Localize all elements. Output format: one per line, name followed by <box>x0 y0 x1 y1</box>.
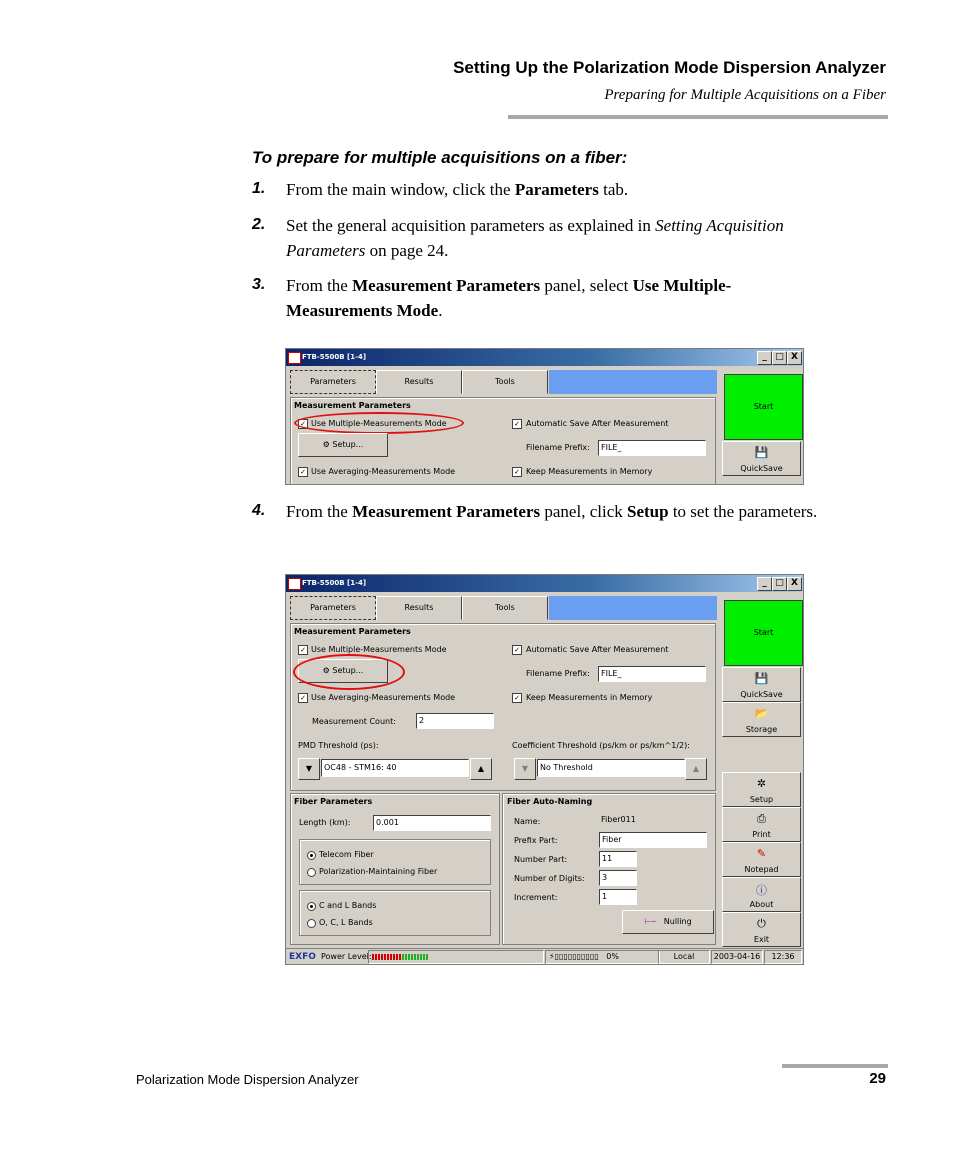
pmd-increase-button[interactable]: ▲ <box>470 758 492 780</box>
title-bar: FTB-5500B [1-4] _ □ X <box>286 575 803 592</box>
radio-pm-label: Polarization-Maintaining Fiber <box>319 867 438 876</box>
power-bar-green <box>402 954 428 960</box>
digits-label: Number of Digits: <box>514 874 585 883</box>
radio-cl-label: C and L Bands <box>319 901 377 910</box>
digits-input[interactable]: 3 <box>599 870 637 886</box>
radio-telecom[interactable] <box>307 851 316 860</box>
step-number: 1. <box>252 180 266 197</box>
auto-save-checkbox[interactable]: ✓ <box>512 645 522 655</box>
filename-prefix-input[interactable]: FILE_ <box>598 440 706 456</box>
step-text: From the Measurement Parameters panel, click Setup to set the parameters. <box>286 502 818 521</box>
radio-pm[interactable] <box>307 868 316 877</box>
exfo-logo: EXFO <box>289 952 316 962</box>
increment-label: Increment: <box>514 893 558 902</box>
coef-threshold-label: Coefficient Threshold (ps/km or ps/km^1/2): <box>512 741 690 750</box>
radio-cl[interactable] <box>307 902 316 911</box>
print-button[interactable]: ⎙ Print <box>722 807 801 842</box>
footer-text: Polarization Mode Dispersion Analyzer <box>136 1072 359 1087</box>
name-value: Fiber011 <box>601 815 636 824</box>
setup-side-button[interactable]: ✲ Setup <box>722 772 801 807</box>
step-number: 2. <box>252 216 266 233</box>
auto-save-label: Automatic Save After Measurement <box>526 645 669 654</box>
measurement-count-input[interactable]: 2 <box>416 713 494 729</box>
use-multiple-checkbox[interactable]: ✓ <box>298 645 308 655</box>
radio-ocl[interactable] <box>307 919 316 928</box>
filename-prefix-label: Filename Prefix: <box>526 443 590 452</box>
maximize-button[interactable]: □ <box>772 351 787 365</box>
screenshot-cropped <box>285 348 804 485</box>
floppy-icon: 💾 <box>754 672 769 685</box>
tab-results[interactable]: Results <box>376 370 462 394</box>
notepad-icon: ✎ <box>756 847 767 860</box>
use-multiple-label: Use Multiple-Measurements Mode <box>311 419 447 428</box>
filename-prefix-input[interactable]: FILE_ <box>598 666 706 682</box>
keep-memory-checkbox[interactable]: ✓ <box>512 467 522 477</box>
storage-button[interactable]: 📂 Storage <box>722 702 801 737</box>
minimize-button[interactable]: _ <box>757 577 772 591</box>
page-number: 29 <box>869 1070 886 1087</box>
panel-label: Fiber Parameters <box>294 797 373 806</box>
setup-icon: ⚙ <box>322 666 330 675</box>
use-averaging-checkbox[interactable]: ✓ <box>298 467 308 477</box>
start-button[interactable]: Start <box>724 600 803 666</box>
tab-tools[interactable]: Tools <box>462 596 548 620</box>
prefix-part-label: Prefix Part: <box>514 836 558 845</box>
coef-increase-button[interactable]: ▲ <box>685 758 707 780</box>
fiber-type-group <box>299 839 491 885</box>
title-bar: FTB-5500B [1-4] _ □ X <box>286 349 803 366</box>
date-indicator: 2003-04-16 <box>711 950 763 964</box>
step-text: From the Measurement Parameters panel, select Use Multiple-Measurements Mode. <box>286 276 732 320</box>
keep-memory-label: Keep Measurements in Memory <box>526 693 653 702</box>
length-input[interactable]: 0.001 <box>373 815 491 831</box>
tab-parameters[interactable]: Parameters <box>290 370 376 394</box>
mode-indicator: Local <box>658 950 710 964</box>
auto-save-checkbox[interactable]: ✓ <box>512 419 522 429</box>
prefix-part-input[interactable]: Fiber <box>599 832 707 848</box>
floppy-icon: 💾 <box>754 446 769 459</box>
tools-icon: ✲ <box>756 777 767 790</box>
auto-save-label: Automatic Save After Measurement <box>526 419 669 428</box>
nulling-icon: ⊢─ <box>644 917 657 926</box>
use-multiple-checkbox[interactable]: ✓ <box>298 419 308 429</box>
footer-rule <box>782 1064 888 1068</box>
radio-telecom-label: Telecom Fiber <box>319 850 374 859</box>
procedure-title: To prepare for multiple acquisitions on a fiber: <box>252 148 628 167</box>
close-button[interactable]: X <box>787 351 802 365</box>
folder-icon: 📂 <box>754 707 769 720</box>
tab-tools[interactable]: Tools <box>462 370 548 394</box>
keep-memory-checkbox[interactable]: ✓ <box>512 693 522 703</box>
coef-threshold-field[interactable]: No Threshold <box>537 759 685 777</box>
highlight-circle <box>294 412 464 434</box>
notepad-button[interactable]: ✎ Notepad <box>722 842 801 877</box>
status-bar <box>286 948 803 964</box>
setup-icon: ⚙ <box>322 440 330 449</box>
increment-input[interactable]: 1 <box>599 889 637 905</box>
quicksave-button[interactable]: 💾 QuickSave <box>722 441 801 476</box>
step-text: Set the general acquisition parameters as explained in Setting Acquisition Parameters on page 24. <box>286 216 784 260</box>
number-part-label: Number Part: <box>514 855 568 864</box>
start-button[interactable]: Start <box>724 374 803 440</box>
step-number: 4. <box>252 502 266 519</box>
power-level-bar <box>368 950 544 964</box>
screenshot-full <box>285 574 804 965</box>
step-number: 3. <box>252 276 266 293</box>
info-icon: ⓘ <box>756 884 767 897</box>
maximize-button[interactable]: □ <box>772 577 787 591</box>
about-button[interactable]: ⓘ About <box>722 877 801 912</box>
keep-memory-label: Keep Measurements in Memory <box>526 467 653 476</box>
pmd-decrease-button[interactable]: ▼ <box>298 758 320 780</box>
number-part-input[interactable]: 11 <box>599 851 637 867</box>
close-button[interactable]: X <box>787 577 802 591</box>
use-averaging-label: Use Averaging-Measurements Mode <box>311 693 456 702</box>
connector-icon: ⚡ <box>549 952 555 961</box>
tab-results[interactable]: Results <box>376 596 462 620</box>
time-indicator: 12:36 <box>764 950 802 964</box>
app-icon <box>288 578 301 590</box>
panel-label: Fiber Auto-Naming <box>507 797 593 806</box>
panel-label: Measurement Parameters <box>294 627 411 636</box>
header-subtitle: Preparing for Multiple Acquisitions on a Fiber <box>604 87 886 103</box>
coef-decrease-button[interactable]: ▼ <box>514 758 536 780</box>
pmd-threshold-field[interactable]: OC48 - STM16: 40 <box>321 759 469 777</box>
setup-button[interactable]: ⚙ Setup... <box>298 659 388 683</box>
tab-parameters[interactable]: Parameters <box>290 596 376 620</box>
setup-button[interactable]: ⚙ Setup... <box>298 433 388 457</box>
nulling-button[interactable]: ⊢─ Nulling <box>622 910 714 934</box>
radio-ocl-label: O, C, L Bands <box>319 918 373 927</box>
highlight-circle <box>293 654 405 690</box>
use-averaging-checkbox[interactable]: ✓ <box>298 693 308 703</box>
tab-strip-fill <box>549 596 717 620</box>
step-text: From the main window, click the Parameters tab. <box>286 180 629 199</box>
filename-prefix-label: Filename Prefix: <box>526 669 590 678</box>
power-icon: ⏻ <box>757 917 766 930</box>
tab-strip-fill <box>549 370 717 394</box>
bands-group <box>299 890 491 936</box>
name-label: Name: <box>514 817 541 826</box>
power-level-label: Power Level: <box>321 952 372 961</box>
app-icon <box>288 352 301 364</box>
header-title: Setting Up the Polarization Mode Dispersion Analyzer <box>453 58 886 77</box>
minimize-button[interactable]: _ <box>757 351 772 365</box>
progress-indicator: ⚡▯▯▯▯▯▯▯▯▯▯ 0% <box>545 950 660 964</box>
pmd-threshold-label: PMD Threshold (ps): <box>298 741 379 750</box>
length-label: Length (km): <box>299 818 351 827</box>
header-rule <box>508 115 888 119</box>
quicksave-button[interactable]: 💾 QuickSave <box>722 667 801 702</box>
exit-button[interactable]: ⏻ Exit <box>722 912 801 947</box>
printer-icon: ⎙ <box>757 812 766 825</box>
use-averaging-label: Use Averaging-Measurements Mode <box>311 467 456 476</box>
use-multiple-label: Use Multiple-Measurements Mode <box>311 645 447 654</box>
panel-label: Measurement Parameters <box>294 401 411 410</box>
power-bar-red <box>372 954 402 960</box>
measurement-count-label: Measurement Count: <box>312 717 396 726</box>
